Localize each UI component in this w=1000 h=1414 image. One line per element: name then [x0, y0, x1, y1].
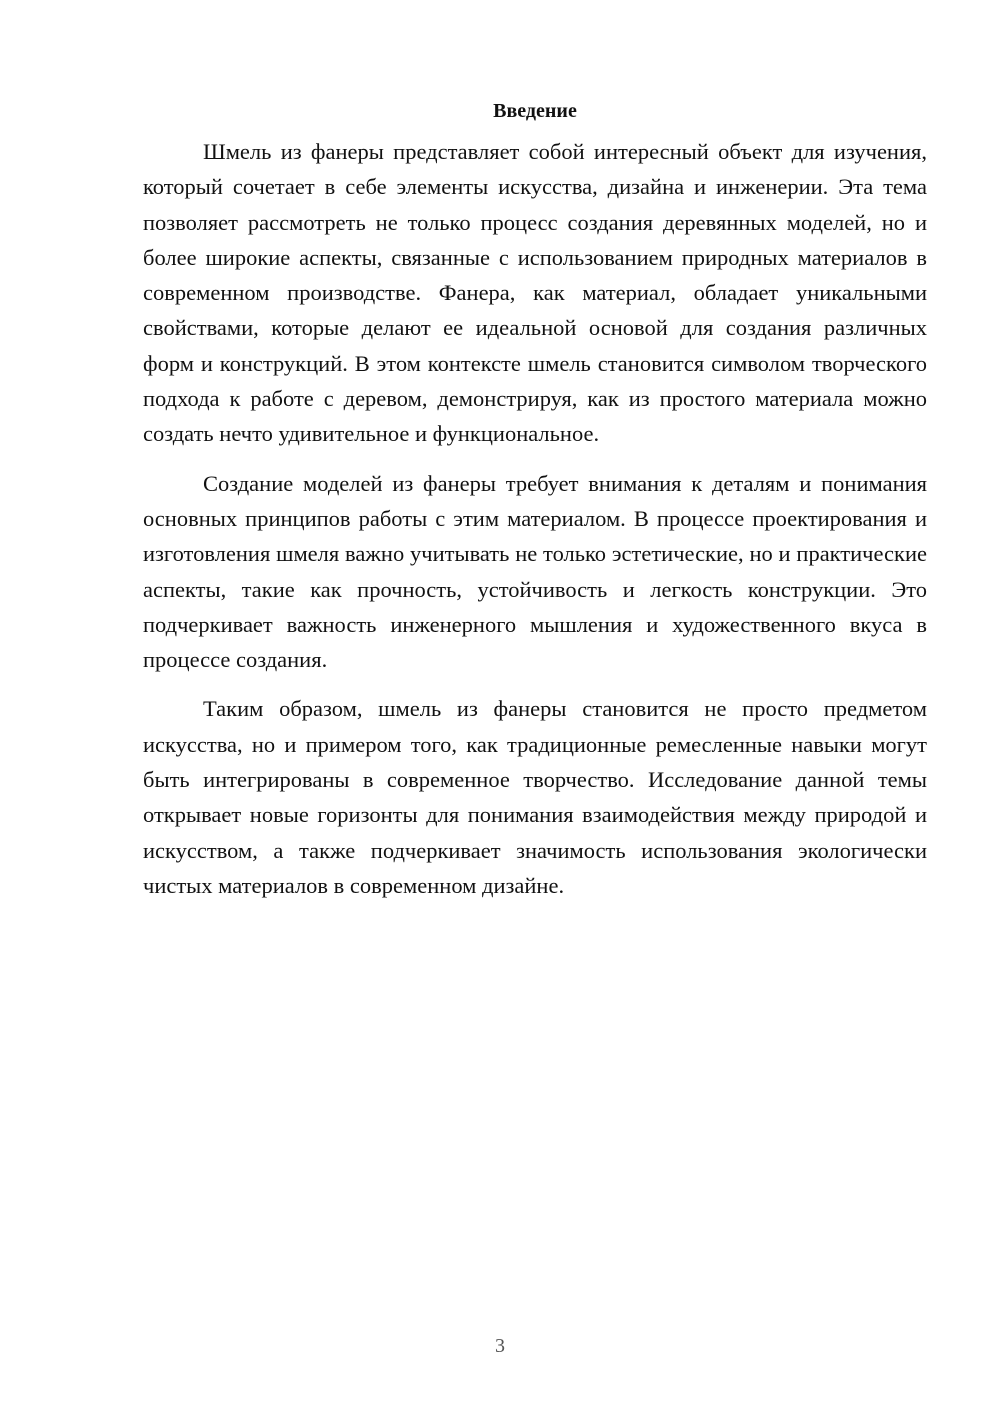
paragraph-3: Таким образом, шмель из фанеры становится не просто предметом искусства, но и примером того, как традиционные ремесленные навыки могут быть интегрированы в современное творчество. Исследование данной темы открывает новые горизонты для понимания взаимодействия между природой и искусством, а также подчеркивает значимость использования экологически чистых материалов в современном дизайне.	[143, 696, 927, 898]
section-heading: Введение	[493, 100, 577, 122]
paragraph-1: Шмель из фанеры представляет собой интересный объект для изучения, который сочетает в себе элементы искусства, дизайна и инженерии. Эта тема позволяет рассмотреть не только процесс создания деревянных моделей, но и более широкие аспекты, связанные с использованием природных материалов в современном производстве. Фанера, как материал, обладает уникальными свойствами, которые делают ее идеальной основой для создания различных форм и конструкций. В этом контексте шмель становится символом творческого подхода к работе с деревом, демонстрируя, как из простого материала можно создать нечто удивительное и функциональное.	[143, 139, 927, 447]
page-number: 3	[495, 1335, 505, 1357]
page-content	[143, 98, 927, 903]
paragraph-2: Создание моделей из фанеры требует внимания к деталям и понимания основных принципов работы с этим материалом. В процессе проектирования и изготовления шмеля важно учитывать не только эстетические, но и практические аспекты, такие как прочность, устойчивость и легкость конструкции. Это подчеркивает важность инженерного мышления и художественного вкуса в процессе создания.	[143, 470, 927, 673]
